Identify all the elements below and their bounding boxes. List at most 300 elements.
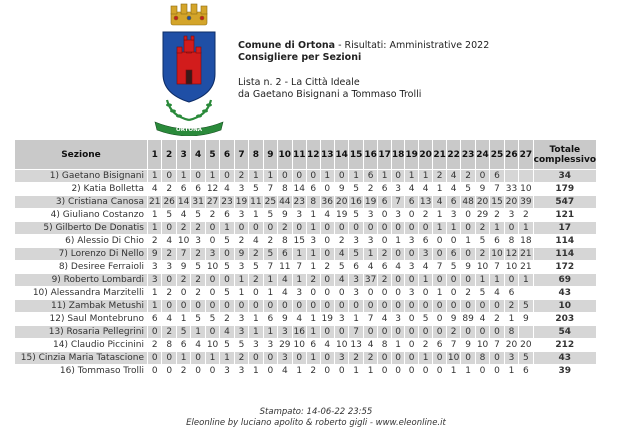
vote-cell: 29 (476, 210, 489, 220)
vote-cell: 6 (378, 196, 391, 208)
column-header-section: 16 (364, 140, 377, 169)
total-votes: 114 (534, 235, 596, 247)
vote-cell: 1 (264, 326, 277, 338)
column-header-section: 21 (433, 140, 446, 169)
vote-cell: 21 (520, 262, 532, 272)
vote-cell: 4 (220, 183, 233, 195)
vote-cell: 0 (476, 300, 489, 312)
vote-cell: 6 (177, 183, 190, 195)
vote-cell: 23 (293, 197, 305, 207)
vote-cell: 0 (392, 274, 405, 286)
vote-cell: 1 (220, 222, 233, 234)
vote-cell: 6 (378, 261, 391, 273)
table-row (15, 313, 596, 325)
vote-cell: 10 (447, 353, 460, 363)
vote-cell: 1 (419, 170, 432, 182)
column-header-section: 23 (461, 140, 474, 169)
candidate-name: 12) Saul Montebruno (15, 313, 147, 325)
vote-cell: 7 (490, 261, 503, 273)
vote-cell: 0 (321, 326, 334, 338)
table-row (15, 326, 596, 338)
vote-cell: 3 (148, 261, 161, 273)
vote-cell: 0 (392, 326, 405, 338)
vote-cell: 6 (433, 339, 446, 351)
total-votes: 10 (534, 300, 596, 312)
vote-cell: 4 (433, 196, 446, 208)
vote-cell: 4 (364, 261, 377, 273)
vote-cell: 0 (264, 352, 277, 364)
candidate-name: 6) Alessio Di Chio (15, 235, 147, 247)
vote-cell: 6 (405, 196, 418, 208)
table-row (15, 235, 596, 247)
vote-cell: 3 (364, 235, 377, 247)
vote-cell: 4 (335, 274, 348, 286)
column-header-section: 20 (419, 140, 432, 169)
vote-cell: 10 (293, 340, 305, 350)
column-header-section: 18 (392, 140, 405, 169)
vote-cell: 4 (378, 313, 391, 325)
vote-cell (505, 170, 518, 182)
vote-cell: 0 (321, 248, 334, 260)
vote-cell: 3 (349, 287, 362, 299)
candidate-name: 13) Rosaria Pellegrini (15, 326, 147, 338)
vote-cell: 6 (177, 339, 190, 351)
vote-cell: 3 (235, 313, 248, 325)
table-row (15, 248, 596, 260)
vote-cell: 18 (520, 236, 532, 246)
table-header-row (15, 140, 596, 169)
vote-cell: 9 (519, 313, 532, 325)
vote-cell: 27 (206, 197, 219, 207)
vote-cell: 23 (221, 197, 233, 207)
vote-cell: 39 (520, 197, 532, 207)
vote-cell: 0 (392, 170, 405, 182)
vote-cell: 2 (235, 170, 248, 182)
vote-cell: 5 (249, 183, 262, 195)
vote-cell: 0 (249, 287, 262, 299)
vote-cell: 10 (206, 340, 219, 350)
vote-cell: 2 (191, 248, 204, 260)
vote-cell: 0 (461, 248, 474, 260)
vote-cell: 4 (321, 339, 334, 351)
vote-cell: 2 (191, 274, 204, 286)
lista-label: Lista n. 2 - La Città Ideale (238, 77, 360, 88)
vote-cell: 4 (177, 209, 190, 221)
vote-cell: 6 (278, 248, 291, 260)
vote-cell: 0 (378, 300, 391, 312)
vote-cell: 0 (177, 287, 190, 299)
vote-cell: 1 (249, 313, 262, 325)
vote-cell (519, 170, 532, 182)
vote-cell: 6 (419, 235, 432, 247)
vote-cell: 1 (235, 274, 248, 286)
vote-cell: 4 (191, 339, 204, 351)
vote-cell: 0 (378, 287, 391, 299)
vote-cell: 1 (264, 170, 277, 182)
candidate-name: 15) Cinzia Maria Tatascione (15, 352, 147, 364)
vote-cell: 5 (476, 287, 489, 299)
table-row (15, 183, 596, 195)
vote-cell: 10 (476, 340, 489, 350)
vote-cell: 1 (433, 183, 446, 195)
vote-cell: 9 (235, 248, 248, 260)
column-header-section: 8 (249, 140, 262, 169)
vote-cell: 3 (505, 352, 518, 364)
vote-cell: 1 (148, 300, 161, 312)
vote-cell: 0 (307, 287, 320, 299)
vote-cell: 0 (392, 352, 405, 364)
vote-cell: 3 (249, 339, 262, 351)
vote-cell: 1 (249, 170, 262, 182)
candidate-name: 1) Gaetano Bisignani (15, 170, 147, 182)
vote-cell: 0 (447, 287, 460, 299)
vote-cell: 3 (264, 339, 277, 351)
vote-cell: 10 (206, 262, 219, 272)
vote-cell: 2 (490, 209, 503, 221)
column-header-section: 26 (505, 140, 518, 169)
vote-cell: 0 (206, 365, 219, 377)
vote-cell: 0 (461, 300, 474, 312)
vote-cell: 0 (490, 300, 503, 312)
vote-cell: 3 (293, 209, 306, 221)
candidate-name: 8) Desiree Ferraioli (15, 261, 147, 273)
vote-cell: 5 (162, 209, 175, 221)
vote-cell: 1 (307, 313, 320, 325)
vote-cell: 8 (378, 339, 391, 351)
vote-cell: 20 (505, 340, 518, 350)
vote-cell: 8 (505, 235, 518, 247)
vote-cell: 2 (249, 248, 262, 260)
vote-cell: 20 (520, 340, 532, 350)
vote-cell: 3 (392, 209, 405, 221)
vote-cell: 0 (206, 222, 219, 234)
vote-cell: 0 (378, 365, 391, 377)
vote-cell: 7 (490, 183, 503, 195)
vote-cell: 0 (433, 326, 446, 338)
vote-cell: 1 (392, 235, 405, 247)
results-table (14, 139, 597, 378)
vote-cell: 1 (177, 352, 190, 364)
vote-cell: 1 (249, 209, 262, 221)
column-header-section: 9 (264, 140, 277, 169)
vote-cell: 0 (461, 222, 474, 234)
vote-cell: 0 (206, 235, 219, 247)
vote-cell: 0 (264, 365, 277, 377)
vote-cell: 0 (433, 352, 446, 364)
vote-cell: 0 (419, 287, 432, 299)
vote-cell: 3 (293, 287, 306, 299)
vote-cell: 0 (293, 222, 306, 234)
vote-cell: 48 (462, 197, 474, 207)
vote-cell: 5 (249, 261, 262, 273)
total-votes: 43 (534, 352, 596, 364)
vote-cell: 5 (447, 261, 460, 273)
vote-cell: 0 (433, 274, 446, 286)
column-header-section: 1 (148, 140, 161, 169)
vote-cell: 0 (405, 222, 418, 234)
column-header-section: 2 (162, 140, 175, 169)
vote-cell: 5 (349, 248, 362, 260)
vote-cell: 1 (307, 326, 320, 338)
candidate-name: 5) Gilberto De Donatis (15, 222, 147, 234)
vote-cell: 0 (177, 300, 190, 312)
vote-cell: 2 (278, 222, 291, 234)
vote-cell: 9 (335, 183, 348, 195)
vote-cell: 1 (321, 170, 334, 182)
vote-cell: 0 (321, 287, 334, 299)
vote-cell: 10 (520, 184, 532, 194)
vote-cell: 0 (476, 170, 489, 182)
vote-cell: 4 (447, 170, 460, 182)
vote-cell: 4 (476, 313, 489, 325)
candidate-name: 14) Claudio Piccinini (15, 339, 147, 351)
vote-cell: 7 (293, 261, 306, 273)
vote-cell: 0 (293, 300, 306, 312)
vote-cell: 6 (148, 313, 161, 325)
vote-cell: 20 (476, 197, 489, 207)
vote-cell: 1 (505, 313, 518, 325)
total-votes: 114 (534, 248, 596, 260)
vote-cell: 3 (235, 326, 248, 338)
vote-cell: 2 (461, 170, 474, 182)
vote-cell: 2 (519, 209, 532, 221)
vote-cell: 0 (476, 365, 489, 377)
vote-cell: 9 (278, 209, 291, 221)
vote-cell: 0 (364, 222, 377, 234)
total-votes: 34 (534, 170, 596, 182)
vote-cell: 3 (335, 313, 348, 325)
vote-cell: 21 (149, 197, 161, 207)
vote-cell: 4 (419, 261, 432, 273)
vote-cell: 14 (177, 197, 190, 207)
column-header-section: 24 (476, 140, 489, 169)
vote-cell: 3 (349, 235, 362, 247)
vote-cell: 1 (307, 248, 320, 260)
vote-cell: 0 (405, 313, 418, 325)
vote-cell: 25 (264, 197, 277, 207)
vote-cell: 0 (335, 365, 348, 377)
vote-cell (519, 326, 532, 338)
total-votes: 69 (534, 274, 596, 286)
vote-cell: 0 (392, 287, 405, 299)
column-header-section: 27 (519, 140, 532, 169)
vote-cell: 2 (148, 339, 161, 351)
vote-cell: 5 (335, 261, 348, 273)
column-header-totale: Totale complessivo (534, 140, 596, 169)
vote-cell: 10 (491, 249, 503, 259)
vote-cell: 5 (177, 326, 190, 338)
vote-cell: 0 (505, 274, 518, 286)
vote-cell: 5 (349, 209, 362, 221)
vote-cell: 1 (519, 274, 532, 286)
vote-cell: 2 (162, 287, 175, 299)
vote-cell: 1 (461, 365, 474, 377)
vote-cell: 3 (505, 209, 518, 221)
vote-cell: 0 (162, 300, 175, 312)
vote-cell: 7 (264, 183, 277, 195)
vote-cell: 2 (490, 313, 503, 325)
vote-cell: 2 (162, 183, 175, 195)
vote-cell: 36 (321, 197, 333, 207)
vote-cell: 19 (364, 197, 377, 207)
vote-cell: 0 (162, 274, 175, 286)
vote-cell: 0 (162, 170, 175, 182)
vote-cell: 1 (148, 209, 161, 221)
vote-cell: 2 (177, 274, 190, 286)
table-body (15, 170, 596, 377)
vote-cell: 0 (321, 365, 334, 377)
vote-cell: 1 (249, 326, 262, 338)
vote-cell: 13 (350, 340, 362, 350)
vote-cell: 2 (162, 248, 175, 260)
vote-cell: 33 (505, 184, 518, 194)
vote-cell: 0 (335, 222, 348, 234)
vote-cell: 4 (278, 274, 291, 286)
vote-cell: 6 (490, 235, 503, 247)
vote-cell: 3 (278, 326, 291, 338)
vote-cell: 3 (405, 287, 418, 299)
vote-cell: 29 (279, 340, 291, 350)
column-header-section: 11 (293, 140, 306, 169)
vote-cell: 8 (476, 352, 489, 364)
table-row (15, 261, 596, 273)
vote-cell: 1 (349, 313, 362, 325)
vote-cell: 7 (447, 339, 460, 351)
vote-cell: 0 (433, 300, 446, 312)
vote-cell: 0 (335, 170, 348, 182)
vote-cell: 0 (433, 235, 446, 247)
vote-cell: 6 (447, 196, 460, 208)
vote-cell: 1 (447, 365, 460, 377)
vote-cell: 3 (419, 248, 432, 260)
candidate-name: 11) Zambak Metushi (15, 300, 147, 312)
vote-cell: 9 (148, 248, 161, 260)
vote-cell: 1 (349, 365, 362, 377)
vote-cell: 1 (293, 274, 306, 286)
vote-cell: 3 (235, 209, 248, 221)
vote-cell: 0 (505, 222, 518, 234)
vote-cell: 0 (264, 222, 277, 234)
vote-cell: 4 (278, 365, 291, 377)
vote-cell: 9 (461, 261, 474, 273)
vote-cell: 2 (191, 287, 204, 299)
vote-cell: 3 (349, 274, 362, 286)
column-header-section: 4 (191, 140, 204, 169)
vote-cell: 0 (405, 326, 418, 338)
vote-cell: 4 (148, 183, 161, 195)
vote-cell: 4 (405, 183, 418, 195)
vote-cell: 0 (335, 287, 348, 299)
ortona-crest-logo (143, 2, 235, 136)
vote-cell: 0 (405, 274, 418, 286)
vote-cell: 1 (419, 352, 432, 364)
table-row (15, 196, 596, 208)
vote-cell: 3 (220, 365, 233, 377)
vote-cell: 1 (378, 170, 391, 182)
vote-cell: 0 (490, 326, 503, 338)
vote-cell: 7 (392, 196, 405, 208)
vote-cell: 0 (162, 365, 175, 377)
vote-cell: 2 (264, 235, 277, 247)
vote-cell: 2 (191, 222, 204, 234)
vote-cell: 4 (490, 287, 503, 299)
vote-cell: 5 (191, 209, 204, 221)
vote-cell: 0 (220, 170, 233, 182)
table-row (15, 365, 596, 377)
vote-cell: 1 (419, 274, 432, 286)
vote-cell: 0 (378, 352, 391, 364)
vote-cell: 0 (419, 326, 432, 338)
credits-text: Eleonline by luciano apolito & roberto gigli - www.eleonline.it (186, 418, 446, 428)
vote-cell: 0 (249, 222, 262, 234)
vote-cell: 10 (505, 262, 518, 272)
vote-cell: 0 (220, 248, 233, 260)
vote-cell: 0 (405, 339, 418, 351)
vote-cell: 3 (405, 261, 418, 273)
vote-cell: 2 (476, 222, 489, 234)
vote-cell: 0 (206, 287, 219, 299)
vote-cell: 2 (206, 209, 219, 221)
candidati-range: da Gaetano Bisignani a Tommaso Trolli (238, 89, 422, 100)
vote-cell: 1 (364, 365, 377, 377)
total-votes: 203 (534, 313, 596, 325)
vote-cell: 0 (476, 326, 489, 338)
vote-cell: 6 (490, 170, 503, 182)
vote-cell: 10 (476, 262, 489, 272)
total-votes: 212 (534, 339, 596, 351)
vote-cell: 6 (307, 183, 320, 195)
vote-cell: 0 (220, 300, 233, 312)
table-row (15, 170, 596, 182)
vote-cell: 2 (505, 300, 518, 312)
vote-cell: 0 (364, 300, 377, 312)
column-header-section: 6 (220, 140, 233, 169)
vote-cell: 1 (307, 352, 320, 364)
vote-cell: 0 (307, 300, 320, 312)
vote-cell: 5 (264, 248, 277, 260)
vote-cell: 0 (249, 352, 262, 364)
stampato-timestamp: Stampato: 14-06-22 23:55 (259, 407, 373, 417)
column-header-section: 17 (378, 140, 391, 169)
vote-cell: 6 (264, 313, 277, 325)
vote-cell: 0 (461, 326, 474, 338)
vote-cell: 0 (293, 170, 306, 182)
vote-cell: 1 (307, 209, 320, 221)
vote-cell: 2 (364, 352, 377, 364)
vote-cell: 15 (491, 197, 503, 207)
vote-cell: 2 (235, 352, 248, 364)
total-votes: 547 (534, 196, 596, 208)
vote-cell: 0 (191, 300, 204, 312)
vote-cell: 3 (235, 261, 248, 273)
total-votes: 39 (534, 365, 596, 377)
vote-cell: 5 (220, 235, 233, 247)
vote-cell: 5 (349, 183, 362, 195)
vote-cell: 2 (335, 235, 348, 247)
table-row (15, 209, 596, 221)
vote-cell: 3 (364, 209, 377, 221)
vote-cell: 0 (364, 287, 377, 299)
vote-cell: 0 (162, 352, 175, 364)
vote-cell: 7 (264, 261, 277, 273)
vote-cell: 1 (148, 170, 161, 182)
vote-cell: 3 (392, 183, 405, 195)
vote-cell: 0 (433, 248, 446, 260)
vote-cell: 8 (278, 235, 291, 247)
vote-cell: 10 (177, 236, 190, 246)
vote-cell: 0 (206, 300, 219, 312)
vote-cell: 0 (405, 352, 418, 364)
